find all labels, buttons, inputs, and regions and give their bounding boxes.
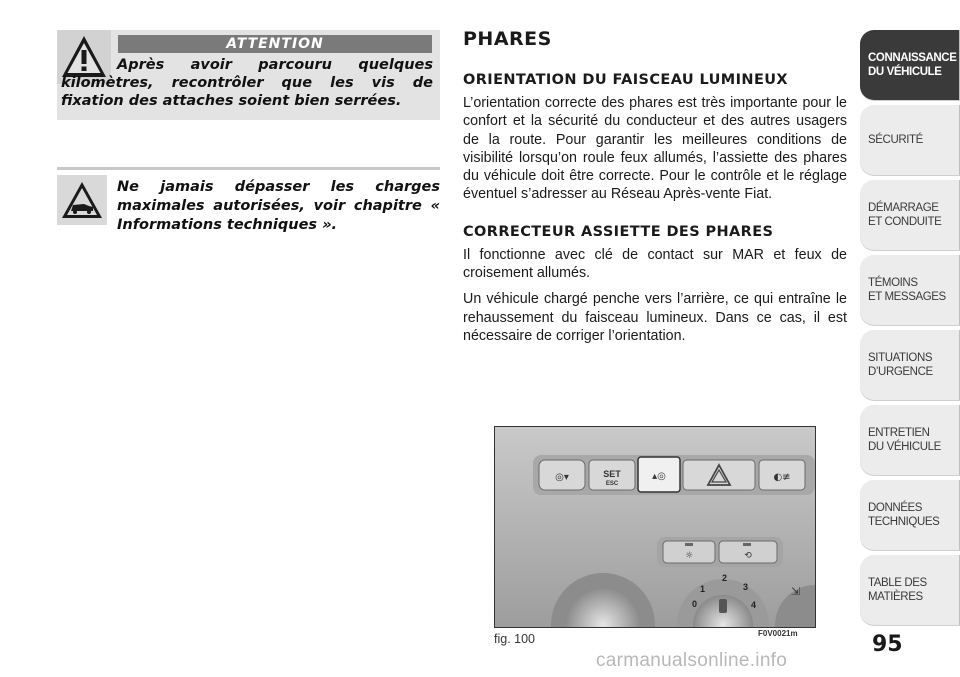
tab-label: TÉMOINS ET MESSAGES <box>868 277 946 303</box>
fog-light-icon: ◐≢ <box>773 472 791 483</box>
section-heading-orientation: ORIENTATION DU FAISCEAU LUMINEUX <box>463 72 789 88</box>
dial-number-1: 1 <box>700 584 706 594</box>
tab-temoins-messages[interactable] <box>860 255 960 325</box>
dashboard-illustration <box>495 427 815 627</box>
dial-number-0: 0 <box>692 599 698 609</box>
tab-label: SÉCURITÉ <box>868 134 923 146</box>
section-heading-correcteur: CORRECTEUR ASSIETTE DES PHARES <box>463 223 774 240</box>
tab-securite[interactable] <box>860 105 960 175</box>
tab-entretien-vehicule[interactable] <box>860 405 960 475</box>
tab-label: DÉMARRAGE ET CONDUITE <box>868 202 942 228</box>
section-divider <box>57 167 440 170</box>
paragraph-correcteur-1: Il fonctionne avec clé de contact sur MAR et feux de croisement allumés. <box>463 246 847 282</box>
attention-banner: ATTENTION <box>118 35 432 53</box>
svg-text:▴◎: ▴◎ <box>652 471 666 482</box>
esc-label: ESC <box>605 481 619 487</box>
attention-box <box>57 30 440 120</box>
tab-label: ENTRETIEN DU VÉHICULE <box>868 427 941 453</box>
page-title: PHARES <box>463 28 552 50</box>
dial-number-3: 3 <box>743 582 749 592</box>
tab-label: DONNÉES TECHNIQUES <box>868 502 940 528</box>
tab-label: CONNAISSANCE DU VÉHICULE <box>868 52 957 78</box>
tab-table-matieres[interactable] <box>860 555 960 625</box>
tab-demarrage-conduite[interactable] <box>860 180 960 250</box>
set-label: SET <box>603 469 621 479</box>
svg-text:◎▾: ◎▾ <box>555 472 569 483</box>
main-content <box>463 28 847 353</box>
figure-code: F0V0021m <box>758 629 798 638</box>
figure-caption: fig. 100 <box>494 632 536 646</box>
tab-connaissance-vehicule[interactable] <box>860 30 960 100</box>
tab-donnees-techniques[interactable] <box>860 480 960 550</box>
tab-label: TABLE DES MATIÈRES <box>868 577 927 603</box>
attention-text: Après avoir parcouru quelques kilomètres, recontrôler que les vis de fixation des attaches soient bien serrées. <box>61 57 433 109</box>
dial-number-2: 2 <box>722 573 728 583</box>
tab-label: SITUATIONS D’URGENCE <box>868 352 933 378</box>
load-limit-note: Ne jamais dépasser les charges maximales autorisées, voir chapitre « Informations techniques ». <box>117 179 440 233</box>
tab-situations-urgence[interactable] <box>860 330 960 400</box>
paragraph-orientation: L’orientation correcte des phares est très importante pour le confort et la sécurité du conducteur et des autres usagers de la route. Pour garantir les meilleures conditions de visibilité lorsqu’on roule feux allumés, l’assiette des phares du véhicule doit être correcte. Pour le contrôle et le réglage éventuel s’adresser au Réseau Après-vente Fiat. <box>463 95 847 203</box>
figure-dashboard-controls <box>494 426 816 628</box>
air-recirculation-icon: ⟲ <box>744 551 752 561</box>
paragraph-correcteur-2: Un véhicule chargé penche vers l’arrière, ce qui entraîne le rehaussement du faisceau lumineux. Dans ce cas, il est nécessaire de corriger l’orientation. <box>463 291 847 344</box>
page-number: 95 <box>872 632 903 657</box>
rear-defrost-icon: ☼ <box>684 551 694 561</box>
loaded-vehicle-icon <box>57 175 107 225</box>
watermark: carmanualsonline.info <box>596 650 788 671</box>
svg-text:⇲: ⇲ <box>791 585 801 598</box>
dial-number-4: 4 <box>751 600 757 610</box>
